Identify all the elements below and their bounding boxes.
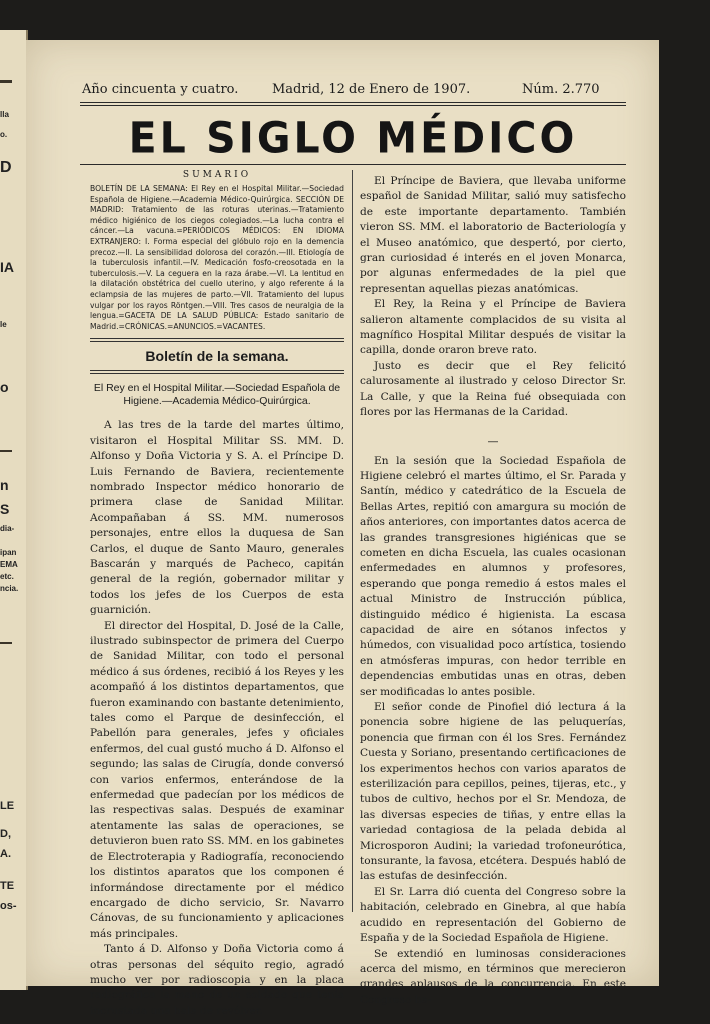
spine-fragment: ipan bbox=[0, 548, 17, 557]
date-label: Madrid, 12 de Enero de 1907. bbox=[272, 82, 471, 97]
spine-fragment: A. bbox=[0, 848, 11, 860]
spine-fragment: LE bbox=[0, 800, 15, 812]
spine-fragment: ncia. bbox=[0, 584, 19, 593]
spine-fragment: dia- bbox=[0, 524, 15, 533]
article-paragraph: El Príncipe de Baviera, que llevaba uniforme español de Sanidad Militar, salió muy satisfecho de este importante departamento. También vieron SS. MM. el laboratorio de Bacteriología y el Museo anatómico, que despertó, por cierto, gran curiosidad é interés en el joven Monarca, por algunas enfermedades de la piel que representan aquellas piezas anatómicas. bbox=[360, 175, 626, 295]
spine-rule bbox=[0, 450, 12, 452]
spine-fragment: EMA bbox=[0, 560, 18, 569]
article-paragraph: Justo es decir que el Rey felicitó calurosamente al ilustrado y celoso Director Sr. La Calle, y que la Reina fué obsequiada con flores por las Hermanas de la Caridad. bbox=[360, 359, 626, 419]
separator-dash: — bbox=[487, 434, 499, 448]
masthead-info-line bbox=[26, 82, 659, 100]
spine-fragment: os- bbox=[0, 900, 17, 912]
article-paragraph: A las tres de la tarde del martes último, visitaron el Hospital Militar SS. MM. D. Alfonso y Doña Victoria y S. A. el Príncipe D. Luis Fernando de Baviera, recientemente nombrado Inspector médico honorario de primera clase de Sanidad Militar. Acompañaban á SS. MM. numerosos personajes, entre ellos la duquesa de San Carlos, el duque de Santo Mauro, generales Bascarán y marqués de Pacheco, capitán general de la región, gobernador militar y todos los jefes de los Cuerpos de esta guarnición. bbox=[90, 419, 344, 617]
right-column bbox=[360, 174, 626, 1008]
spine-fragment: n bbox=[0, 477, 9, 493]
spine-fragment: lla bbox=[0, 110, 9, 119]
article-subhead: El Rey en el Hospital Militar.—Sociedad Española de Higiene.—Academia Médico-Quirúrgica. bbox=[93, 382, 341, 408]
left-column bbox=[90, 170, 344, 1019]
column-divider bbox=[352, 170, 353, 912]
section-title: Boletín de la semana. bbox=[145, 348, 289, 365]
newspaper-title: EL SIGLO MÉDICO bbox=[128, 112, 578, 164]
article-paragraph: El señor conde de Pinofiel dió lectura á la ponencia sobre higiene de las peluquerías, ponencia que firman con él los Sres. Fernández Cuesta y Soriano, presentando certificaciones de los experimentos hechos con varios aparatos de esterilización para cepillos, peines, tijeras, etc., y tubos de cultivo, hechos por el Sr. Mendoza, de las diversas especies de tiñas, y entre ellas la variedad contagiosa de la pelada debida al Microsporon Audini; la variedad trofoneurótica, tonsurante, la favosa, etcétera. Después habló de las estufas de desinfección. bbox=[360, 701, 626, 883]
article-paragraph: El Rey, la Reina y el Príncipe de Baviera salieron altamente complacidos de su visita al magnífico Hospital Militar después de visitar la capilla, donde oraron breve rato. bbox=[360, 298, 626, 357]
header-rule bbox=[80, 102, 626, 103]
spine-fragment: etc. bbox=[0, 572, 14, 581]
section-rule bbox=[90, 338, 344, 342]
title-rule bbox=[80, 164, 626, 165]
issue-number: Núm. 2.770 bbox=[522, 82, 600, 97]
article-paragraph: Tanto á D. Alfonso y Doña Victoria como á otras personas del séquito regio, agradó mucho ver por radioscopia y en la placa radiográfica la mano de un soldado que tenía incrustada una bala de revólver. bbox=[90, 943, 344, 1017]
header-rule bbox=[80, 105, 626, 106]
spine-fragment: TE bbox=[0, 880, 15, 892]
newspaper-page bbox=[26, 40, 659, 1017]
sumario-heading: SUMARIO bbox=[182, 170, 252, 180]
article-paragraph: En la sesión que la Sociedad Española de Higiene celebró el martes último, el Sr. Parada y Santín, médico y catedrático de la Escuela de Bellas Artes, repitió con amargura su moción de años anteriores, con importantes datos acerca de las grandes transgresiones higiénicas que se cometen en dicha Escuela, las cuales ocasionan enfermedades en alumnos y profesores, esperando que ponga remedio á estos males el actual Ministro de Instrucción pública, distinguido médico é higienista. La escasa capacidad de aire en sótanos infectos y húmedos, con visualidad poco artística, tosiendo en atmósferas impuras, con hedor terrible en dependencias embutidas unas en otras, deben ser modificadas lo antes posible. bbox=[360, 454, 626, 698]
sumario-text: BOLETÍN DE LA SEMANA: El Rey en el Hospital Militar.—Sociedad Española de Higiene.—Academia Médico-Quirúrgica. SECCIÓN DE MADRID: Tratamiento de las roturas uterinas.—Tratamiento médico higiénico de los ciegos colegiados.—La lucha contra el cáncer.—La vacuna.=PERIÓDICOS MÉDICOS: EN IDIOMA EXTRANJERO: I. Forma especial del glóbulo rojo en la demencia precoz.—II. La sensibilidad dolorosa del corazón.—III. Etiología de la tuberculosis infantil.—IV. Medicación fosfo-creosotada en la tuberculosis.—V. La ceguera en la raza árabe.—VI. La lentitud en la dilatación obstétrica del cuello uterino, y algo referente á la eclampsia de las mujeres de parto.—VII. Tratamiento del lupus vulgar por los rayos Röntgen.—VIII. Tres casos de neuralgia de la lengua.=GACETA DE LA SALUD PÚBLICA: Estado sanitario de Madrid.=CRÓNICAS.=ANUNCIOS.=VACANTES. bbox=[90, 184, 344, 331]
spine-fragment: IA bbox=[0, 259, 14, 275]
article-paragraph: Se extendió en luminosas consideraciones acerca del mismo, en términos que merecieron grandes aplausos de la concurrencia. En este Congreso ha- bbox=[360, 947, 626, 1006]
year-label: Año cincuenta y cuatro. bbox=[82, 82, 239, 97]
spine-fragment: o. bbox=[0, 130, 8, 139]
spine-fragment: o bbox=[0, 379, 9, 395]
spine-fragment: D, bbox=[0, 828, 11, 840]
spine-fragment: S bbox=[0, 501, 10, 517]
spine-fragment: le bbox=[0, 320, 7, 329]
article-paragraph: El director del Hospital, D. José de la Calle, ilustrado subinspector de primera del Cuerpo de Sanidad Militar, con todo el personal médico á sus órdenes, recibió á los Reyes y les acompañó á los distintos departamentos, que fueron examinando con bastante detenimiento, tales como el Parque de desinfección, el Pabellón para generales, jefes y oficiales enfermos, del cual gustó mucho á D. Alfonso el segundo; las salas de Cirugía, donde conversó con varios enfermos, enterándose de la enfermedad que padecían por los médicos de las respectivas salas. Después de examinar atentamente las salas de operaciones, se detuvieron buen rato SS. MM. en los gabinetes de Electroterapia y Radiografía, reconociendo los distintos aparatos que los componen é informándose directamente por el médico encargado de dicho servicio, Sr. Navarro Cánovas, de su funcionamiento y aplicaciones más principales. bbox=[90, 619, 344, 940]
section-rule bbox=[90, 370, 344, 374]
article-paragraph: El Sr. Larra dió cuenta del Congreso sobre la habitación, celebrado en Ginebra, al que había acudido en representación del Gobierno de España y de la Sociedad Española de Higiene. bbox=[360, 885, 626, 945]
spine-fragment: D bbox=[0, 159, 12, 176]
spine-rule bbox=[0, 642, 12, 644]
spine-rule bbox=[0, 80, 12, 83]
adjacent-page-spine bbox=[0, 30, 28, 990]
